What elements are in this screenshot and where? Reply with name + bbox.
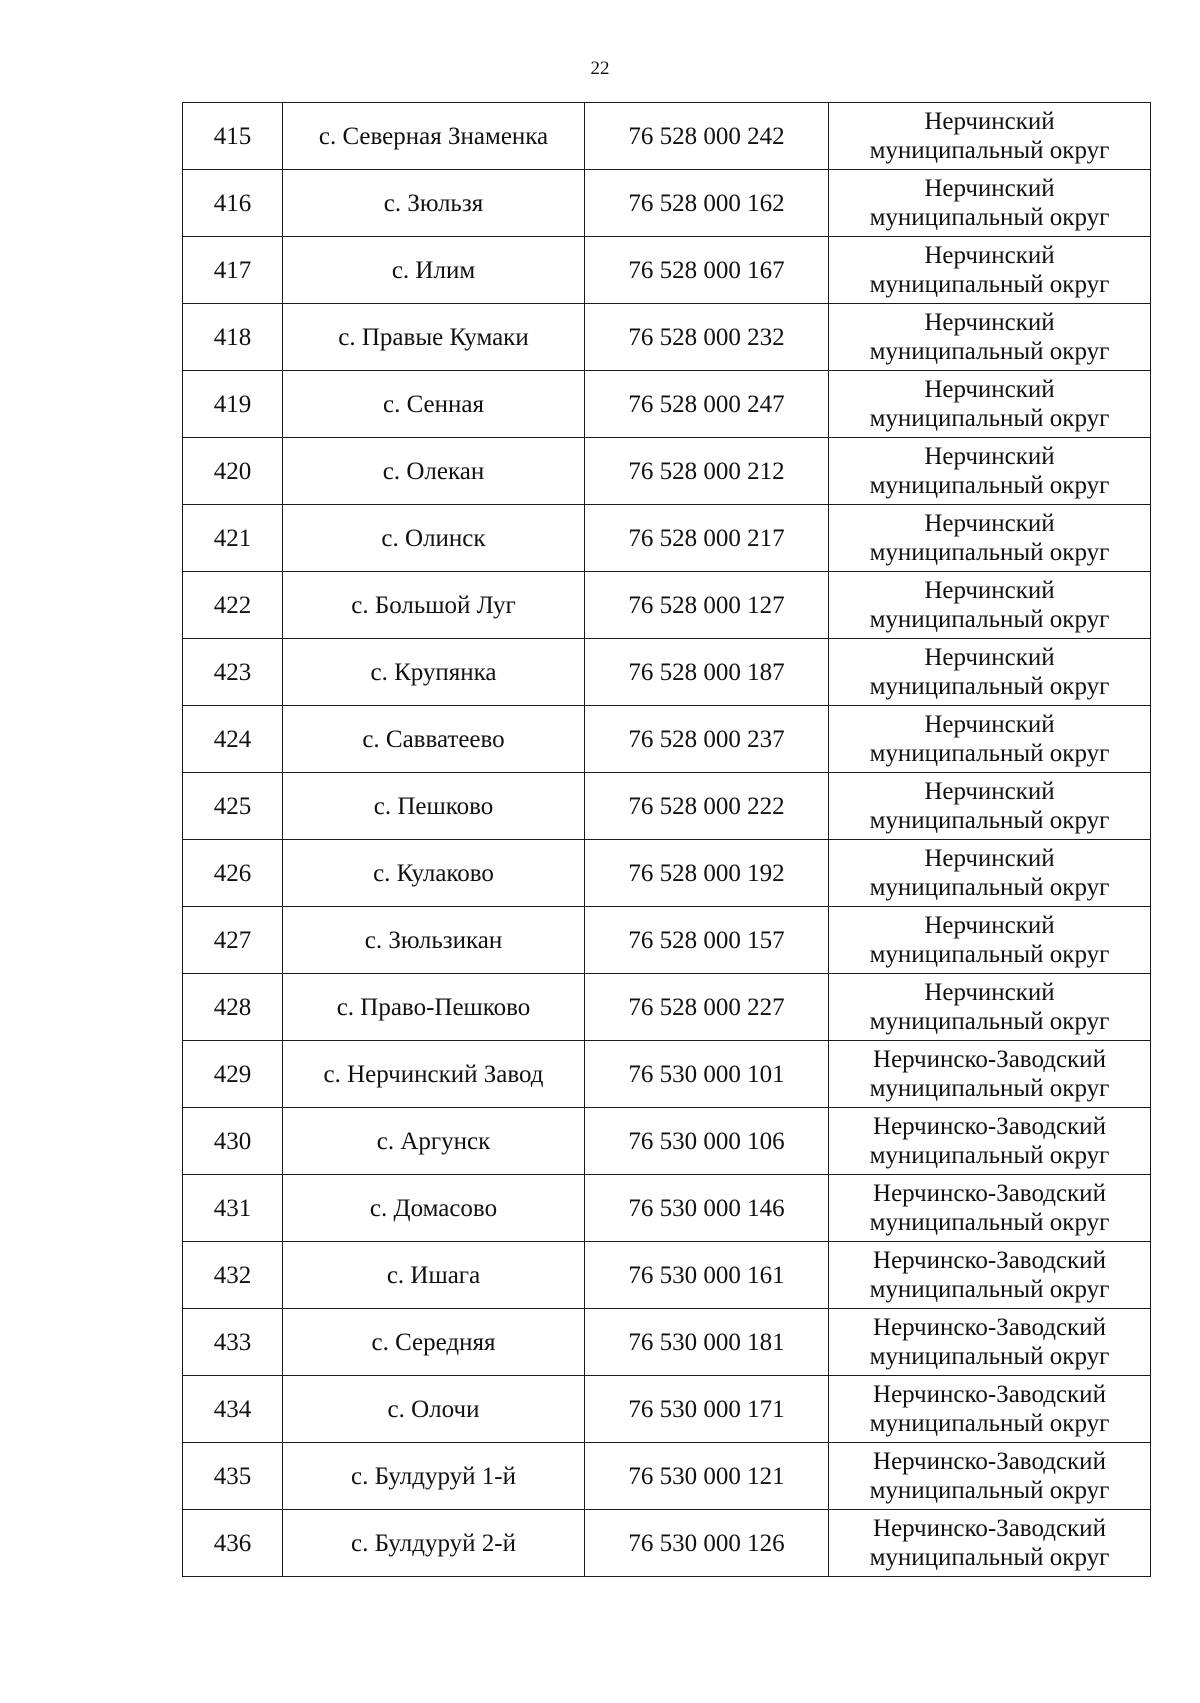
settlement-name-cell: с. Пешково [283,773,585,840]
oktmo-code-cell: 76 528 000 192 [585,840,829,907]
table-row [183,639,1151,706]
row-number-cell: 419 [183,371,283,438]
table-row [183,438,1151,505]
table-row [183,237,1151,304]
district-name: Нерчинский [924,376,1055,403]
oktmo-code-cell: 76 530 000 181 [585,1309,829,1376]
row-number-cell: 426 [183,840,283,907]
settlement-name-cell: с. Сенная [283,371,585,438]
settlement-name-cell: с. Право-Пешково [283,974,585,1041]
district-cell [829,1309,1151,1376]
district-name: Нерчинско-Заводский [873,1180,1106,1207]
table-row [183,1309,1151,1376]
district-name: Нерчинско-Заводский [873,1046,1106,1073]
row-number-cell: 418 [183,304,283,371]
district-name: Нерчинский [924,644,1055,671]
row-number-cell: 424 [183,706,283,773]
district-type: муниципальный округ [869,271,1110,298]
district-name: Нерчинский [924,309,1055,336]
oktmo-code-cell: 76 530 000 146 [585,1175,829,1242]
oktmo-code-cell: 76 528 000 212 [585,438,829,505]
table-row [183,371,1151,438]
settlement-name-cell: с. Домасово [283,1175,585,1242]
district-type: муниципальный округ [869,874,1110,901]
table-row [183,1108,1151,1175]
district-name: Нерчинский [924,510,1055,537]
settlement-name-cell: с. Ишага [283,1242,585,1309]
district-cell [829,438,1151,505]
district-type: муниципальный округ [869,1343,1110,1370]
district-name: Нерчинский [924,778,1055,805]
district-name: Нерчинский [924,912,1055,939]
district-name: Нерчинско-Заводский [873,1515,1106,1542]
oktmo-code-cell: 76 528 000 187 [585,639,829,706]
district-type: муниципальный округ [869,1544,1110,1571]
district-cell [829,1510,1151,1577]
settlements-table [182,102,1151,1577]
row-number-cell: 436 [183,1510,283,1577]
district-type: муниципальный округ [869,539,1110,566]
district-cell [829,1376,1151,1443]
table-row [183,1041,1151,1108]
table-row [183,1242,1151,1309]
settlement-name-cell: с. Булдуруй 2-й [283,1510,585,1577]
row-number-cell: 428 [183,974,283,1041]
oktmo-code-cell: 76 528 000 167 [585,237,829,304]
row-number-cell: 434 [183,1376,283,1443]
oktmo-code-cell: 76 528 000 227 [585,974,829,1041]
district-type: муниципальный округ [869,1142,1110,1169]
district-cell [829,1242,1151,1309]
district-name: Нерчинский [924,108,1055,135]
district-cell [829,840,1151,907]
settlement-name-cell: с. Олекан [283,438,585,505]
settlement-name-cell: с. Середняя [283,1309,585,1376]
district-name: Нерчинско-Заводский [873,1448,1106,1475]
district-type: муниципальный округ [869,204,1110,231]
district-cell [829,572,1151,639]
settlement-name-cell: с. Кулаково [283,840,585,907]
settlement-name-cell: с. Аргунск [283,1108,585,1175]
table-row [183,572,1151,639]
table-row [183,304,1151,371]
oktmo-code-cell: 76 530 000 161 [585,1242,829,1309]
district-cell [829,237,1151,304]
settlement-name-cell: с. Олочи [283,1376,585,1443]
row-number-cell: 427 [183,907,283,974]
district-type: муниципальный округ [869,1276,1110,1303]
table-row [183,840,1151,907]
row-number-cell: 435 [183,1443,283,1510]
district-type: муниципальный округ [869,137,1110,164]
district-name: Нерчинский [924,175,1055,202]
row-number-cell: 420 [183,438,283,505]
settlement-name-cell: с. Большой Луг [283,572,585,639]
district-name: Нерчинский [924,979,1055,1006]
district-type: муниципальный округ [869,740,1110,767]
settlement-name-cell: с. Зюльзикан [283,907,585,974]
settlement-name-cell: с. Правые Кумаки [283,304,585,371]
district-name: Нерчинский [924,443,1055,470]
oktmo-code-cell: 76 530 000 171 [585,1376,829,1443]
row-number-cell: 430 [183,1108,283,1175]
district-type: муниципальный округ [869,673,1110,700]
row-number-cell: 416 [183,170,283,237]
district-cell [829,1175,1151,1242]
table-row [183,103,1151,170]
district-type: муниципальный округ [869,1008,1110,1035]
settlement-name-cell: с. Нерчинский Завод [283,1041,585,1108]
district-type: муниципальный округ [869,807,1110,834]
table-row [183,1376,1151,1443]
district-cell [829,974,1151,1041]
page-number: 22 [590,58,610,79]
table-row [183,974,1151,1041]
table-row [183,1510,1151,1577]
settlement-name-cell: с. Крупянка [283,639,585,706]
district-cell [829,505,1151,572]
settlement-name-cell: с. Северная Знаменка [283,103,585,170]
table-row [183,706,1151,773]
district-type: муниципальный округ [869,1075,1110,1102]
row-number-cell: 429 [183,1041,283,1108]
district-cell [829,706,1151,773]
district-type: муниципальный округ [869,606,1110,633]
settlement-name-cell: с. Илим [283,237,585,304]
table-row [183,1175,1151,1242]
table-row [183,1443,1151,1510]
oktmo-code-cell: 76 528 000 217 [585,505,829,572]
oktmo-code-cell: 76 530 000 101 [585,1041,829,1108]
district-name: Нерчинско-Заводский [873,1381,1106,1408]
district-type: муниципальный округ [869,338,1110,365]
district-cell [829,371,1151,438]
table-row [183,170,1151,237]
district-name: Нерчинско-Заводский [873,1247,1106,1274]
oktmo-code-cell: 76 528 000 247 [585,371,829,438]
district-name: Нерчинский [924,242,1055,269]
district-type: муниципальный округ [869,1477,1110,1504]
table-body [183,103,1151,1577]
district-cell [829,1041,1151,1108]
district-cell [829,639,1151,706]
oktmo-code-cell: 76 528 000 157 [585,907,829,974]
district-cell [829,773,1151,840]
district-name: Нерчинский [924,845,1055,872]
district-cell [829,170,1151,237]
district-type: муниципальный округ [869,472,1110,499]
settlement-name-cell: с. Олинск [283,505,585,572]
oktmo-code-cell: 76 530 000 126 [585,1510,829,1577]
settlement-name-cell: с. Савватеево [283,706,585,773]
oktmo-code-cell: 76 530 000 106 [585,1108,829,1175]
oktmo-code-cell: 76 528 000 162 [585,170,829,237]
district-cell [829,103,1151,170]
oktmo-code-cell: 76 528 000 222 [585,773,829,840]
district-name: Нерчинский [924,577,1055,604]
oktmo-code-cell: 76 528 000 237 [585,706,829,773]
table-row [183,773,1151,840]
row-number-cell: 433 [183,1309,283,1376]
table-row [183,505,1151,572]
row-number-cell: 432 [183,1242,283,1309]
row-number-cell: 415 [183,103,283,170]
district-cell [829,304,1151,371]
district-cell [829,1443,1151,1510]
settlement-name-cell: с. Зюльзя [283,170,585,237]
row-number-cell: 421 [183,505,283,572]
district-type: муниципальный округ [869,405,1110,432]
district-type: муниципальный округ [869,1209,1110,1236]
district-type: муниципальный округ [869,1410,1110,1437]
row-number-cell: 425 [183,773,283,840]
row-number-cell: 417 [183,237,283,304]
oktmo-code-cell: 76 528 000 242 [585,103,829,170]
district-type: муниципальный округ [869,941,1110,968]
oktmo-code-cell: 76 528 000 127 [585,572,829,639]
oktmo-code-cell: 76 530 000 121 [585,1443,829,1510]
district-name: Нерчинско-Заводский [873,1113,1106,1140]
oktmo-code-cell: 76 528 000 232 [585,304,829,371]
district-cell [829,1108,1151,1175]
row-number-cell: 422 [183,572,283,639]
row-number-cell: 431 [183,1175,283,1242]
district-name: Нерчинский [924,711,1055,738]
row-number-cell: 423 [183,639,283,706]
table-row [183,907,1151,974]
district-name: Нерчинско-Заводский [873,1314,1106,1341]
settlement-name-cell: с. Булдуруй 1-й [283,1443,585,1510]
district-cell [829,907,1151,974]
